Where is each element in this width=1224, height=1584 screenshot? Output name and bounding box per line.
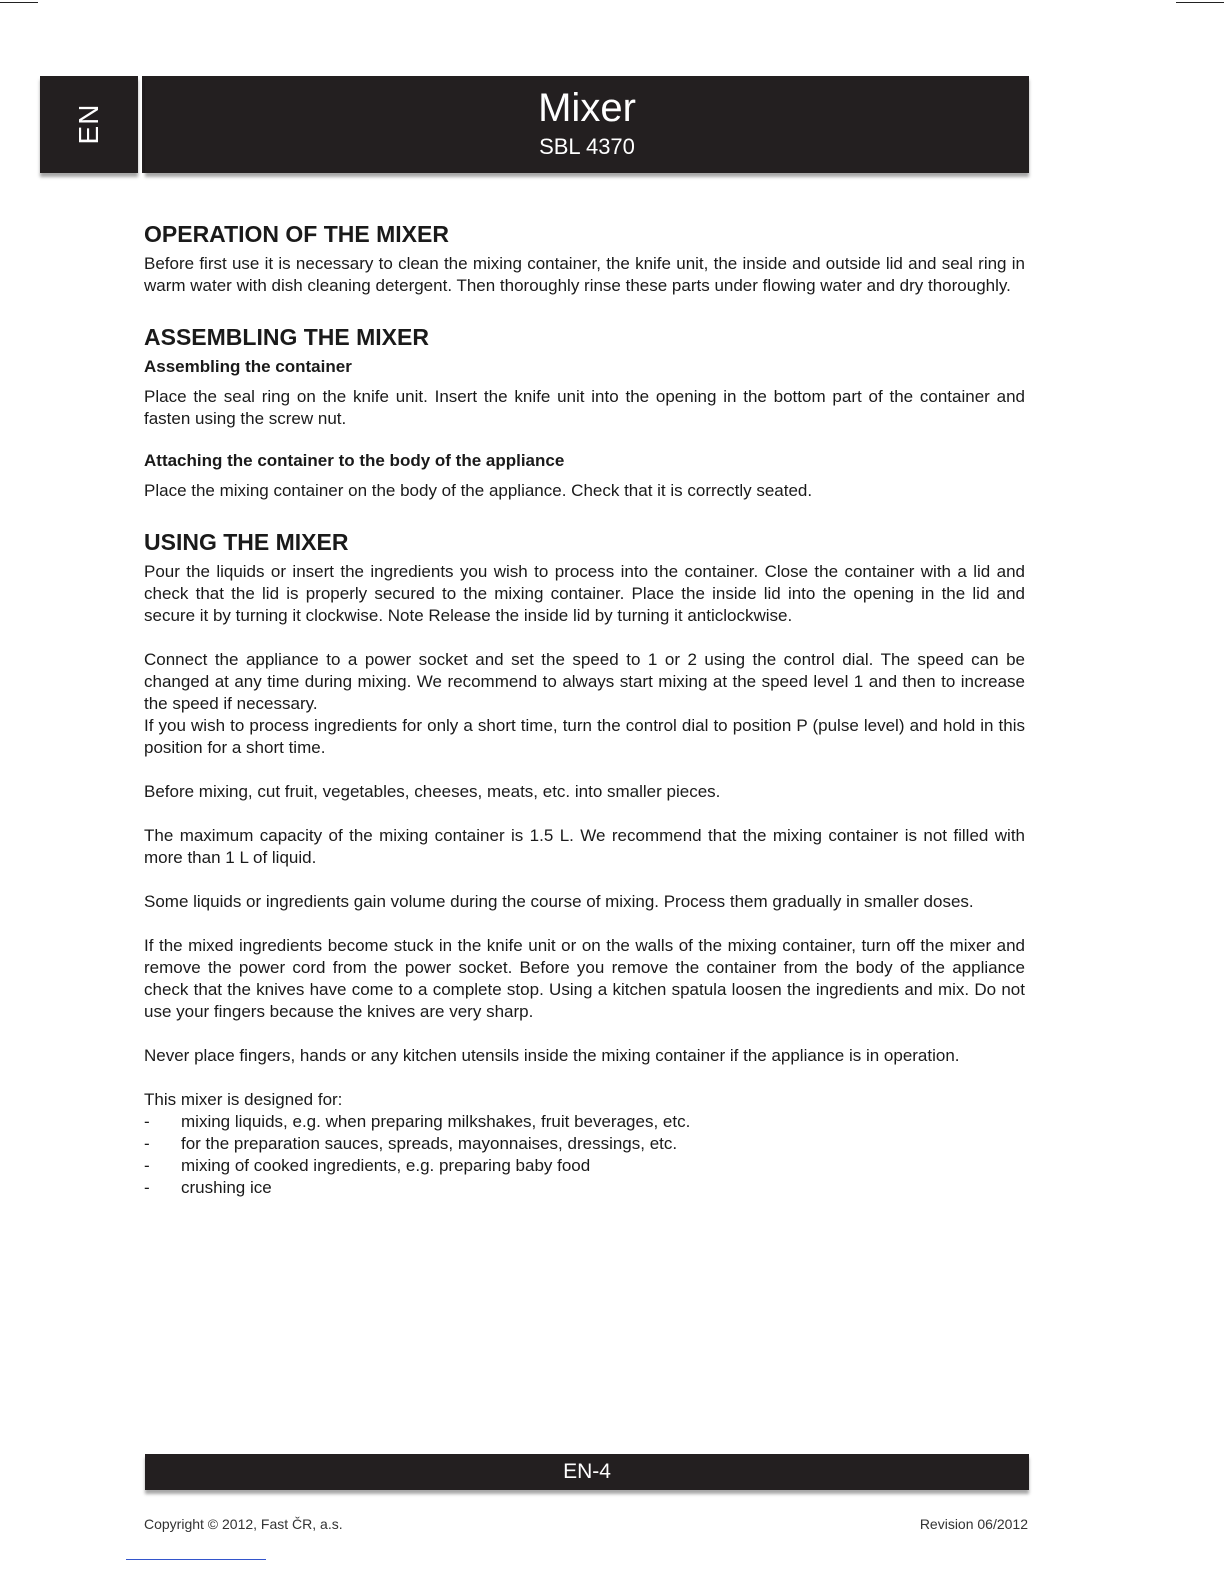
using-paragraph-5: The maximum capacity of the mixing container is 1.5 L. We recommend that the mixing container is not filled with more than 1 L of liquid.: [144, 826, 1025, 867]
page-title: Mixer: [538, 86, 636, 130]
assembling-container-text: Place the seal ring on the knife unit. Insert the knife unit into the opening in the bottom part of the container and fasten using the screw nut.: [144, 387, 1025, 428]
list-item: - for the preparation sauces, spreads, mayonnaises, dressings, etc.: [144, 1134, 678, 1153]
model-number: SBL 4370: [539, 134, 635, 159]
list-intro: This mixer is designed for:: [144, 1090, 343, 1109]
corner-mark-left: [0, 2, 38, 3]
using-paragraph-6: Some liquids or ingredients gain volume during the course of mixing. Process them gradually in smaller doses.: [144, 892, 974, 911]
main-content: [144, 218, 1025, 1199]
using-paragraph-8: Never place fingers, hands or any kitchen utensils inside the mixing container if the appliance is in operation.: [144, 1046, 960, 1065]
language-tab: [40, 76, 138, 173]
subheading-assembling-container: Assembling the container: [144, 357, 352, 376]
list-item: - crushing ice: [144, 1178, 272, 1197]
usage-list: [144, 1111, 1025, 1199]
heading-using: USING THE MIXER: [144, 529, 349, 555]
heading-assembling: ASSEMBLING THE MIXER: [144, 324, 429, 350]
subheading-attaching-container: Attaching the container to the body of the appliance: [144, 451, 565, 470]
list-item: - mixing of cooked ingredients, e.g. preparing baby food: [144, 1156, 591, 1175]
page-number-bar: [145, 1454, 1029, 1490]
operation-text: Before first use it is necessary to clean the mixing container, the knife unit, the inside and outside lid and seal ring in warm water with dish cleaning detergent. Then thoroughly rinse these parts under flowing water and dry thoroughly.: [144, 254, 1025, 295]
list-item: - mixing liquids, e.g. when preparing milkshakes, fruit beverages, etc.: [144, 1112, 691, 1131]
using-paragraph-1: Pour the liquids or insert the ingredients you wish to process into the container. Close the container with a lid and check that the lid is properly secured to the mixing container. Place the inside lid into the opening in the lid and secure it by turning it clockwise. Note Release the inside lid by turning it anticlockwise.: [144, 562, 1025, 625]
corner-mark-right: [1176, 2, 1224, 3]
using-paragraph-2: Connect the appliance to a power socket and set the speed to 1 or 2 using the control dial. The speed can be changed at any time during mixing. We recommend to always start mixing at the speed level 1 and then to increase the speed if necessary.: [144, 650, 1025, 713]
using-paragraph-7: If the mixed ingredients become stuck in the knife unit or on the walls of the mixing container, turn off the mixer and remove the power cord from the power socket. Before you remove the container from the body of the appliance check that the knives have come to a complete stop. Using a kitchen spatula loosen the ingredients and mix. Do not use your fingers because the knives are very sharp.: [144, 936, 1025, 1021]
using-paragraph-3: If you wish to process ingredients for only a short time, turn the control dial to position P (pulse level) and hold in this position for a short time.: [144, 716, 1025, 757]
page-number: EN-4: [563, 1460, 611, 1483]
language-tab-label: EN: [73, 103, 104, 145]
using-paragraph-4: Before mixing, cut fruit, vegetables, cheeses, meats, etc. into smaller pieces.: [144, 782, 721, 801]
title-bar: [145, 76, 1029, 173]
revision: Revision 06/2012: [919, 1516, 1028, 1532]
attaching-container-text: Place the mixing container on the body of the appliance. Check that it is correctly seated.: [144, 481, 813, 500]
copyright: Copyright © 2012, Fast ČR, a.s.: [144, 1516, 343, 1532]
heading-operation: OPERATION OF THE MIXER: [144, 221, 449, 247]
bottom-rule: [126, 1559, 266, 1560]
